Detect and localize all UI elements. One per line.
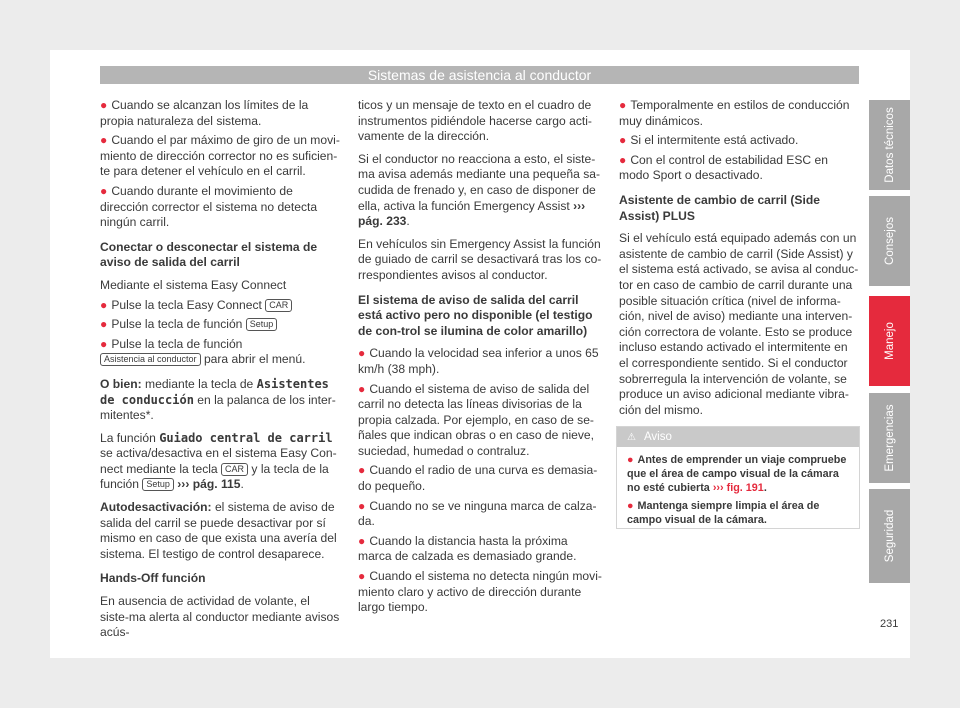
paragraph: Mediante el sistema Easy Connect [100, 277, 287, 292]
bullet-icon: ● [619, 98, 627, 112]
bullet-item: ● Pulse la tecla de función Asistencia al conductor para abrir el menú. [100, 336, 306, 367]
car-key: CAR [221, 463, 248, 476]
setup-key: Setup [246, 318, 278, 331]
setup-key: Setup [142, 478, 174, 491]
bullet-icon: ● [627, 500, 634, 512]
bullet-icon: ● [358, 533, 366, 548]
car-key: CAR [265, 299, 292, 312]
bullet-item: ● Cuando el radio de una curva es demasia-do pequeño. [358, 463, 598, 494]
tab-datos-tecnicos[interactable]: Datos técnicos [869, 100, 910, 190]
tab-emergencias[interactable]: Emergencias [869, 393, 910, 483]
bullet-item: ● Temporalmente en estilos de conducción muy dinámicos. [619, 98, 850, 128]
bullet-item: ● Cuando el sistema no detecta ningún movi-miento claro y activo de dirección durante largo tiempo. [358, 569, 602, 615]
subheading: Asistente de cambio de carril (Side Assist) PLUS [619, 192, 820, 223]
paragraph: En vehículos sin Emergency Assist la función de guiado de carril se desactivará tras los co-rrespondientes avisos al conductor. [358, 236, 602, 282]
bullet-item: ● Pulse la tecla Easy Connect CAR [100, 298, 342, 314]
bullet-icon: ● [619, 133, 627, 148]
paragraph: Si el vehículo está equipado además con un asistente de cambio de carril (Side Assist) y el sistema está activado, se avisa al conduc-tor en caso de cambio de carril durante una posible situación crítica (nivel de informa-ción, nivel de aviso) mediante una interven-ción correctora de volante. Esto se produce incluso estando activado el intermitente en el correspondiente sentido. Si el conductor sobrerregula la intervención de volante, se produce un aviso adicional mediante vibra-ción del mismo. [619, 231, 859, 417]
paragraph: La función Guiado central de carril se activa/desactiva en el sistema Easy Con-nect mediante la tecla CAR y la tecla de la función Setup ››› pág. 115. [100, 430, 337, 492]
bullet-icon: ● [100, 297, 108, 312]
subheading: El sistema de aviso de salida del carril está activo pero no disponible (el testigo de con-trol se ilumina de color amarillo) [358, 292, 593, 338]
bullet-item: ● Cuando no se ve ninguna marca de calza-da. [358, 498, 597, 529]
tab-consejos[interactable]: Consejos [869, 196, 910, 286]
paragraph: Si el conductor no reacciona a esto, el siste-ma avisa además mediante una pequeña sa-cudida de frenado y, en caso de disponer de ella, activa la función Emergency Assist ››› pág. 233. [358, 151, 601, 229]
tab-seguridad[interactable]: Seguridad [869, 489, 910, 583]
paragraph: Autodesactivación: el sistema de aviso de salida del carril se puede desactivar por sí mismo en caso de que exista una avería del sistema. El testigo de control desaparece. [100, 500, 337, 561]
section-header: Sistemas de asistencia al conductor [100, 66, 859, 84]
column-2 [358, 98, 603, 620]
bullet-item: ● Pulse la tecla de función Setup [100, 317, 342, 333]
bullet-item: ● Cuando la distancia hasta la próxima marca de calzada es demasiado grande. [358, 533, 577, 564]
subheading: Conectar o desconectar el sistema de aviso de salida del carril [100, 239, 318, 270]
bullet-icon: ● [358, 346, 366, 361]
bullet-icon: ● [619, 152, 627, 167]
column-3 [619, 98, 859, 425]
paragraph: ticos y un mensaje de texto en el cuadro de instrumentos pidiéndole hacerse cargo acti-vamente de la dirección. [358, 98, 592, 144]
bullet-icon: ● [358, 463, 366, 478]
paragraph: O bien: mediante la tecla de Asistentes de conducción en la palanca de los inter-mitentes*. [100, 376, 336, 423]
paragraph: En ausencia de actividad de volante, el siste-ma alerta al conductor mediante avisos acús- [100, 594, 340, 640]
bullet-icon: ● [627, 454, 634, 466]
page-reference[interactable]: ››› pág. 115 [177, 477, 241, 492]
bullet-item: ● Cuando el par máximo de giro de un movi-miento de dirección corrector no es suficien-te para detener el vehículo en el carril. [100, 133, 340, 179]
bullet-icon: ● [358, 381, 366, 396]
bullet-icon: ● [358, 498, 366, 513]
warning-box-body [617, 447, 859, 527]
column-1 [100, 98, 342, 648]
bullet-item: ● Si el intermitente está activado. [619, 133, 799, 148]
page-number: 231 [880, 618, 899, 630]
bullet-icon: ● [100, 133, 108, 148]
tab-manejo[interactable]: Manejo [869, 296, 910, 386]
bullet-item: ● Con el control de estabilidad ESC en modo Sport o desactivado. [619, 152, 828, 183]
bullet-item: ● Mantenga siempre limpia el área de campo visual de la cámara. [627, 500, 820, 526]
bullet-icon: ● [100, 336, 108, 351]
warning-triangle-icon: ⚠ [627, 432, 636, 443]
figure-reference[interactable]: ››› fig. 191 [712, 482, 764, 494]
bullet-icon: ● [358, 569, 366, 584]
bullet-icon: ● [100, 183, 108, 198]
page-reference[interactable]: ››› pág. 233 [358, 198, 586, 229]
bullet-item: ● Cuando el sistema de aviso de salida del carril no detecta las líneas divisorias de la propia calzada. Por ejemplo, en caso de se-ñales que indican obras o en caso de nieve, suciedad, humedad o contraluz. [358, 381, 594, 458]
bullet-item: ● Cuando durante el movimiento de dirección corrector el sistema no detecta ningún carril. [100, 183, 318, 230]
asistencia-key: Asistencia al conductor [100, 353, 201, 366]
bullet-item: ● Cuando la velocidad sea inferior a unos 65 km/h (38 mph). [358, 346, 599, 376]
subheading: Hands-Off función [100, 571, 206, 586]
bullet-icon: ● [100, 98, 108, 112]
warning-box-header: ⚠ Aviso [617, 427, 859, 447]
bullet-item: ● Antes de emprender un viaje compruebe que el área de campo visual de la cámara no esté cubierta ››› fig. 191. [627, 454, 847, 494]
bullet-icon: ● [100, 317, 108, 332]
warning-box [616, 426, 860, 529]
bullet-item: ● Cuando se alcanzan los límites de la propia naturaleza del sistema. [100, 98, 309, 128]
